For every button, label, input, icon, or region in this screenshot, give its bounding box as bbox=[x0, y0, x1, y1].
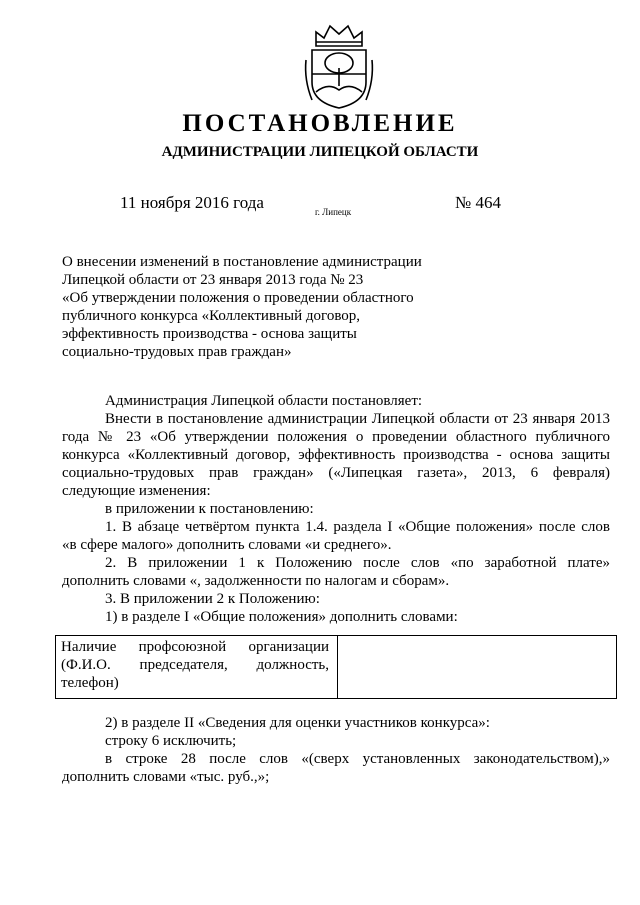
paragraph-line: дополнить словами «тыс. руб.,»; bbox=[62, 769, 270, 785]
intro-paragraph: Администрация Липецкой области постановляет: bbox=[105, 393, 423, 409]
table-cell-line: (Ф.И.О. председателя, должность, bbox=[61, 657, 329, 673]
paragraph-line: «в сфере малого» дополнить словами «и среднего». bbox=[62, 537, 392, 553]
paragraph-line: дополнить словами «, задолженности по налогам и сборам». bbox=[62, 573, 450, 589]
heading-line: публичного конкурса «Коллективный договор, bbox=[62, 308, 361, 324]
paragraph-line: конкурса «Коллективный договор, эффективность производства - основа защиты bbox=[62, 447, 610, 463]
document-city: г. Липецк bbox=[315, 207, 352, 217]
paragraph-line: 1. В абзаце четвёртом пункта 1.4. раздела I «Общие положения» после слов bbox=[105, 519, 610, 535]
lipetsk-coat-of-arms-icon bbox=[302, 20, 376, 112]
paragraph-line: 2) в разделе II «Сведения для оценки участников конкурса»: bbox=[105, 715, 490, 731]
paragraph-line: строку 6 исключить; bbox=[105, 733, 237, 749]
paragraph-line: 1) в разделе I «Общие положения» дополнить словами: bbox=[105, 609, 458, 625]
document-title: ПОСТАНОВЛЕНИЕ bbox=[182, 110, 458, 137]
heading-line: Липецкой области от 23 января 2013 года № 23 bbox=[62, 272, 364, 288]
heading-line: О внесении изменений в постановление администрации bbox=[62, 254, 422, 270]
paragraph-line: в приложении к постановлению: bbox=[105, 501, 314, 517]
heading-line: эффективность производства - основа защиты bbox=[62, 326, 357, 342]
table-cell-line: телефон) bbox=[61, 675, 119, 691]
insert-table bbox=[55, 635, 617, 699]
paragraph-line: Внести в постановление администрации Липецкой области от 23 января 2013 bbox=[105, 411, 610, 427]
table-cell-right bbox=[338, 636, 616, 698]
table-cell-left bbox=[56, 636, 338, 698]
paragraph-line: 3. В приложении 2 к Положению: bbox=[105, 591, 320, 607]
paragraph-line: 2. В приложении 1 к Положению после слов «по заработной плате» bbox=[105, 555, 610, 571]
paragraph-line: года № 23 «Об утверждении положения о проведении областного публичного bbox=[62, 429, 610, 445]
heading-line: социально-трудовых прав граждан» bbox=[62, 344, 292, 360]
document-subtitle: АДМИНИСТРАЦИИ ЛИПЕЦКОЙ ОБЛАСТИ bbox=[161, 144, 479, 160]
paragraph-line: социально-трудовых прав граждан» («Липецкая газета», 2013, 6 февраля) bbox=[62, 465, 610, 481]
heading-line: «Об утверждении положения о проведении областного bbox=[62, 290, 414, 306]
table-cell-line: Наличие профсоюзной организации bbox=[61, 639, 329, 655]
paragraph-line: следующие изменения: bbox=[62, 483, 211, 499]
paragraph-line: в строке 28 после слов «(сверх установленных законодательством),» bbox=[105, 751, 610, 767]
document-date: 11 ноября 2016 года bbox=[120, 193, 264, 212]
document-number: № 464 bbox=[455, 193, 501, 212]
